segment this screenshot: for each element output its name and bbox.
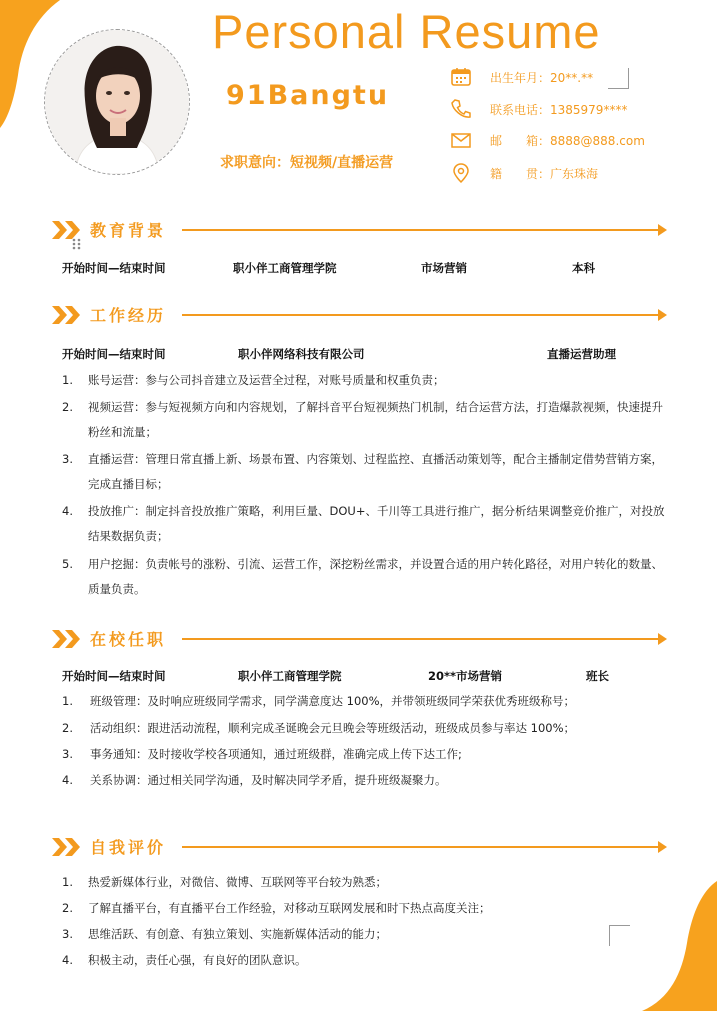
section-title: 在校任职 [90,630,167,649]
list-item [62,870,672,895]
info-text: 出生年月：20**.** [490,70,594,85]
item-number: 3. [62,747,73,761]
section-education [52,218,672,242]
portrait-image [45,30,189,174]
info-phone [450,96,627,122]
list-item [62,922,672,947]
list-item [62,552,672,602]
calendar-icon [450,66,472,88]
section-self-evaluation [52,835,672,859]
drag-handle-icon[interactable] [72,238,82,250]
info-birth [450,64,593,90]
item-text: 班级管理：及时响应班级同学需求，同学满意度达 100%，并带领班级同学荣获优秀班级称号； [90,694,576,708]
list-item [62,395,672,445]
section-title: 工作经历 [90,306,167,325]
section-title: 教育背景 [90,221,167,240]
edu-major: 市场营销 [421,261,467,275]
location-icon [450,162,472,184]
double-chevron-icon [52,630,82,648]
profile-photo [44,29,190,175]
section-work [52,303,672,327]
candidate-name: 91Bangtu [226,80,390,111]
item-number: 1. [62,373,73,387]
double-chevron-icon [52,221,82,239]
work-company: 职小伴网络科技有限公司 [238,347,365,361]
work-period: 开始时间—结束时间 [62,347,166,361]
item-number: 4. [62,953,73,967]
list-item [62,896,672,921]
edu-school: 职小伴工商管理学院 [233,261,337,275]
item-text: 投放推广：制定抖音投放推广策略，利用巨量、DOU+、千川等工具进行推广，据分析结果调整竞价推广，对投放结果数据负责； [88,504,665,543]
item-text: 关系协调：通过相关同学沟通，及时解决同学矛盾，提升班级凝聚力。 [90,773,447,787]
double-chevron-icon [52,838,82,856]
info-text: 邮 箱：8888@888.com [490,133,645,148]
info-email [450,127,645,153]
item-text: 直播运营：管理日常直播上新、场景布置、内容策划、过程监控、直播活动策划等，配合主播制定借势营销方案，完成直播目标； [88,452,663,491]
info-text: 联系电话：1385979**** [490,102,628,117]
item-text: 热爱新媒体行业，对微信、微博、互联网等平台较为熟悉； [88,875,387,889]
list-item [62,689,672,714]
job-objective: 求职意向：短视频/直播运营 [220,155,394,171]
resume-title: Personal Resume [212,5,601,58]
section-divider [182,229,662,231]
item-number: 2. [62,721,73,735]
item-text: 账号运营：参与公司抖音建立及运营全过程，对账号质量和权重负责； [88,373,445,387]
arrow-icon [658,309,667,321]
item-text: 事务通知：及时接收学校各项通知，通过班级群，准确完成上传下达工作; [90,747,462,761]
arrow-icon [658,841,667,853]
section-divider [182,314,662,316]
arrow-icon [658,633,667,645]
crop-mark [609,925,630,946]
crop-mark [608,68,629,89]
item-text: 视频运营：参与短视频方向和内容规划，了解抖音平台短视频热门机制，结合运营方法，打造爆款视频，快速提升粉丝和流量； [88,400,663,439]
item-number: 4. [62,773,73,787]
list-item [62,742,672,767]
section-campus [52,627,672,651]
campus-role: 班长 [586,669,609,683]
phone-icon [450,98,472,120]
section-title: 自我评价 [90,838,167,857]
list-item [62,948,672,973]
item-number: 5. [62,557,73,571]
campus-period: 开始时间—结束时间 [62,669,166,683]
list-item [62,768,672,793]
section-divider [182,846,662,848]
item-number: 1. [62,875,73,889]
item-number: 1. [62,694,73,708]
item-number: 2. [62,400,73,414]
item-text: 了解直播平台，有直播平台工作经验，对移动互联网发展和时下热点高度关注； [88,901,491,915]
item-number: 2. [62,901,73,915]
info-text: 籍 贯：广东珠海 [490,166,599,181]
section-divider [182,638,662,640]
item-text: 用户挖掘：负责帐号的涨粉、引流、运营工作，深挖粉丝需求，并设置合适的用户转化路径，对用户转化的数量、质量负责。 [88,557,663,596]
item-text: 积极主动，责任心强，有良好的团队意识。 [88,953,307,967]
campus-school: 职小伴工商管理学院 [238,669,342,683]
double-chevron-icon [52,306,82,324]
item-number: 3. [62,452,73,466]
edu-degree: 本科 [572,261,595,275]
item-text: 活动组织：跟进活动流程，顺利完成圣诞晚会元旦晚会等班级活动，班级成员参与率达 100%； [90,721,576,735]
work-position: 直播运营助理 [547,347,616,361]
campus-major: 20**市场营销 [428,669,503,683]
edu-period: 开始时间—结束时间 [62,261,166,275]
info-hometown [450,160,598,186]
item-text: 思维活跃、有创意、有独立策划、实施新媒体活动的能力； [88,927,387,941]
mail-icon [450,129,472,151]
item-number: 4. [62,504,73,518]
list-item [62,499,672,549]
arrow-icon [658,224,667,236]
list-item [62,368,672,393]
list-item [62,447,672,497]
item-number: 3. [62,927,73,941]
list-item [62,716,672,741]
